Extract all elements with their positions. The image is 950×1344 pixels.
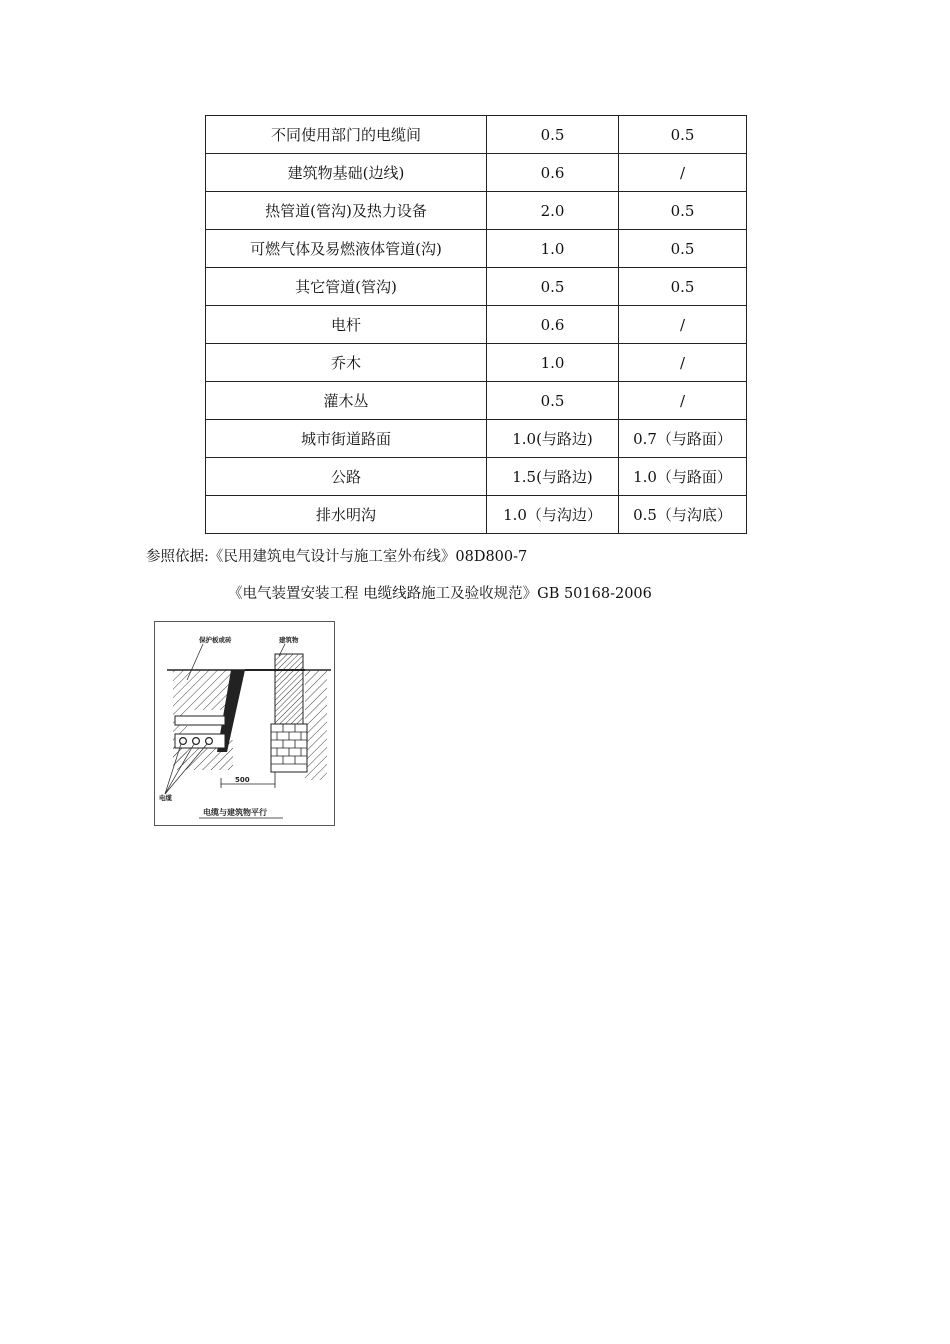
table-cell-item: 建筑物基础(边线): [206, 154, 487, 192]
table-cell-parallel: 0.6: [487, 154, 619, 192]
figure-caption: 电缆与建筑物平行: [203, 808, 267, 817]
table-cell-item: 城市街道路面: [206, 420, 487, 458]
table-cell-parallel: 0.5: [487, 382, 619, 420]
table-row: [206, 458, 747, 496]
table-cell-crossing: /: [619, 382, 747, 420]
table-cell-parallel: 1.5(与路边): [487, 458, 619, 496]
table-row: [206, 496, 747, 534]
table-cell-crossing: 0.7（与路面）: [619, 420, 747, 458]
table-cell-crossing: 0.5: [619, 192, 747, 230]
table-cell-parallel: 0.5: [487, 116, 619, 154]
cover-slab: [175, 716, 225, 725]
table-cell-item: 其它管道(管沟): [206, 268, 487, 306]
table-row: [206, 192, 747, 230]
building-label: 建筑物: [279, 636, 299, 644]
cable-2: [193, 738, 200, 745]
table-cell-item: 热管道(管沟)及热力设备: [206, 192, 487, 230]
cable-1: [180, 738, 187, 745]
table-cell-item: 电杆: [206, 306, 487, 344]
table-cell-parallel: 2.0: [487, 192, 619, 230]
table-cell-parallel: 1.0（与沟边）: [487, 496, 619, 534]
table-cell-item: 不同使用部门的电缆间: [206, 116, 487, 154]
table-cell-parallel: 1.0: [487, 344, 619, 382]
building-column: [275, 654, 303, 724]
table-row: [206, 344, 747, 382]
table-cell-crossing: /: [619, 344, 747, 382]
table-cell-parallel: 1.0: [487, 230, 619, 268]
table-cell-item: 乔木: [206, 344, 487, 382]
cable-building-figure: [154, 621, 335, 826]
soil-right: [305, 670, 327, 780]
table-cell-crossing: /: [619, 154, 747, 192]
table-cell-crossing: 1.0（与路面）: [619, 458, 747, 496]
reference-line-1: 参照依据:《民用建筑电气设计与施工室外布线》08D800-7: [146, 549, 528, 565]
table-cell-item: 灌木丛: [206, 382, 487, 420]
table-row: [206, 230, 747, 268]
table-cell-crossing: /: [619, 306, 747, 344]
table-cell-item: 可燃气体及易燃液体管道(沟): [206, 230, 487, 268]
table-cell-parallel: 0.6: [487, 306, 619, 344]
cable-label: 电缆: [159, 794, 172, 802]
cable-building-diagram: [155, 622, 334, 825]
table-cell-item: 排水明沟: [206, 496, 487, 534]
table-row: [206, 420, 747, 458]
table-cell-item: 公路: [206, 458, 487, 496]
table-cell-parallel: 1.0(与路边): [487, 420, 619, 458]
soil-upper-left: [173, 670, 231, 710]
table-row: [206, 154, 747, 192]
table-row: [206, 116, 747, 154]
table-cell-crossing: 0.5: [619, 230, 747, 268]
table-row: [206, 268, 747, 306]
reference-line-2: 《电气装置安装工程 电缆线路施工及验收规范》GB 50168-2006: [228, 586, 652, 602]
cover-label: 保护板或砖: [199, 636, 232, 644]
table-cell-parallel: 0.5: [487, 268, 619, 306]
clearance-table-body: [206, 116, 747, 534]
table-row: [206, 306, 747, 344]
table-cell-crossing: 0.5（与沟底）: [619, 496, 747, 534]
table-cell-crossing: 0.5: [619, 116, 747, 154]
dimension-label: 500: [235, 776, 250, 784]
cable-3: [206, 738, 213, 745]
table-cell-crossing: 0.5: [619, 268, 747, 306]
clearance-table: [205, 115, 747, 534]
building-foundation: [271, 724, 307, 772]
table-row: [206, 382, 747, 420]
